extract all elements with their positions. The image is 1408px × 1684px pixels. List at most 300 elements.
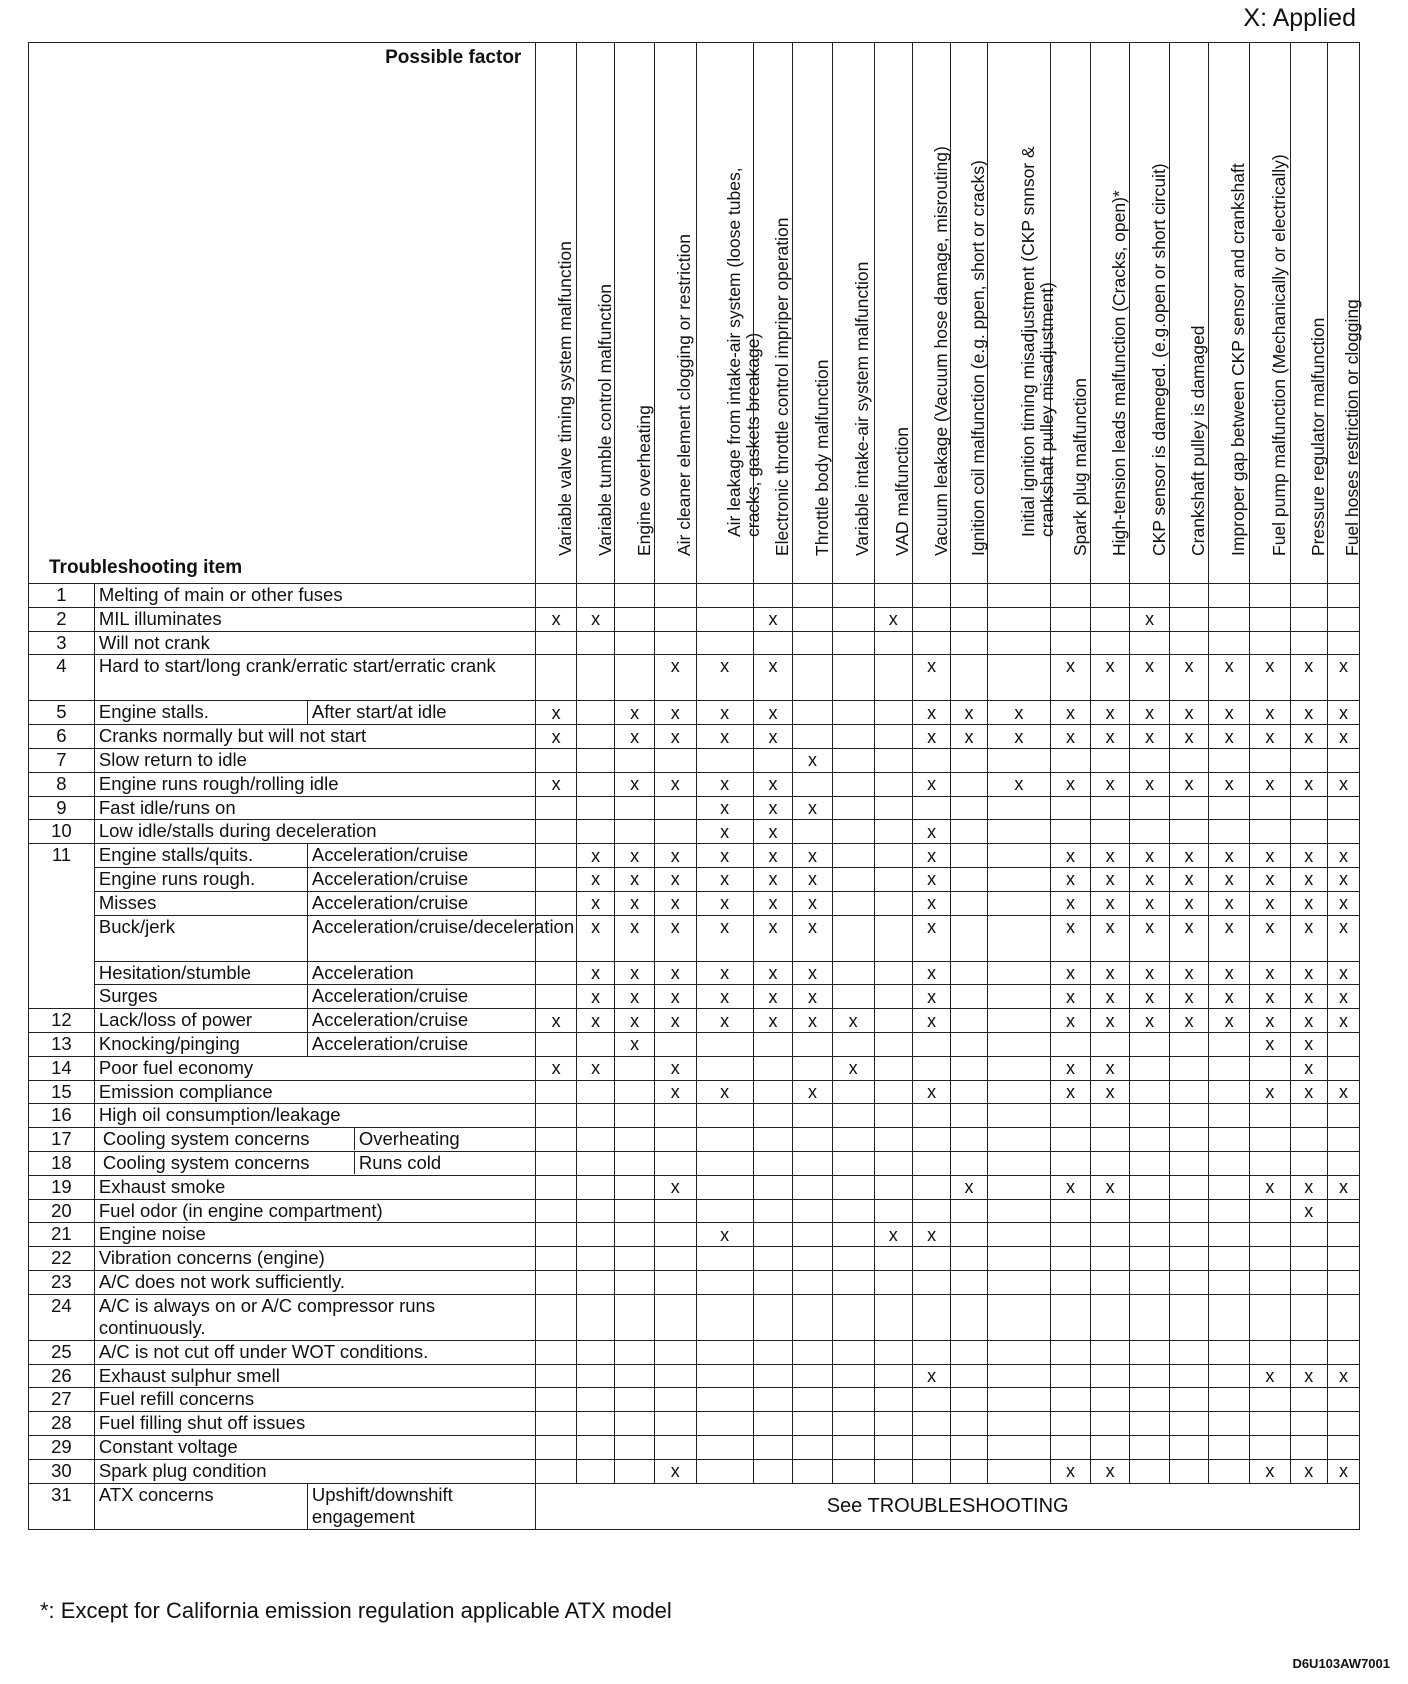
factor-cell xyxy=(576,1459,614,1483)
factor-cell xyxy=(912,1459,950,1483)
factor-cell xyxy=(832,1104,874,1128)
factor-cell xyxy=(1250,1175,1291,1199)
table-row xyxy=(29,844,1360,868)
table-row xyxy=(29,820,1360,844)
factor-cell xyxy=(1090,915,1130,961)
table-row xyxy=(29,1340,1360,1364)
applied-mark: x xyxy=(848,1010,858,1031)
factor-cell xyxy=(576,820,614,844)
factor-cell xyxy=(874,985,912,1009)
factor-cell xyxy=(793,1388,833,1412)
applied-mark: x xyxy=(1066,893,1076,914)
factor-cell xyxy=(874,915,912,961)
factor-cell xyxy=(1130,796,1170,820)
applied-mark: x xyxy=(1338,1010,1348,1031)
applied-mark: x xyxy=(670,1058,680,1079)
factor-cell xyxy=(615,891,655,915)
factor-cell xyxy=(793,891,833,915)
factor-cell xyxy=(1090,655,1130,701)
factor-cell xyxy=(832,725,874,749)
applied-mark: x xyxy=(720,797,730,818)
factor-cell xyxy=(615,1056,655,1080)
factor-cell xyxy=(832,1270,874,1294)
factor-header xyxy=(1290,43,1327,584)
factor-cell xyxy=(987,1435,1051,1459)
factor-cell xyxy=(1290,1459,1327,1483)
factor-label xyxy=(1270,154,1289,556)
table-row xyxy=(29,1032,1360,1056)
factor-cell xyxy=(1169,915,1209,961)
factor-cell xyxy=(1090,1223,1130,1247)
factor-cell xyxy=(832,961,874,985)
factor-cell xyxy=(1290,1056,1327,1080)
factor-cell xyxy=(1169,1175,1209,1199)
applied-mark: x xyxy=(1105,1081,1115,1102)
factor-cell xyxy=(1250,1056,1291,1080)
factor-cell xyxy=(753,1412,793,1436)
factor-cell xyxy=(654,631,696,655)
row-number: 8 xyxy=(29,772,95,796)
factor-cell xyxy=(1130,655,1170,701)
factor-cell xyxy=(696,1294,753,1340)
factor-label xyxy=(635,405,654,556)
factor-cell xyxy=(1130,631,1170,655)
factor-cell xyxy=(1051,1223,1091,1247)
factor-cell xyxy=(1130,772,1170,796)
factor-cell xyxy=(1290,796,1327,820)
factor-cell xyxy=(912,655,950,701)
troubleshooting-item: Buck/jerk xyxy=(94,915,307,961)
header-row xyxy=(29,43,1360,584)
troubleshooting-item: Engine runs rough/rolling idle xyxy=(94,772,535,796)
applied-mark: x xyxy=(1304,916,1314,937)
factor-cell xyxy=(696,631,753,655)
factor-cell xyxy=(1051,844,1091,868)
troubleshooting-item: Low idle/stalls during deceleration xyxy=(94,820,535,844)
factor-cell xyxy=(1090,584,1130,608)
see-troubleshooting-note: See TROUBLESHOOTING xyxy=(536,1483,1360,1529)
factor-cell xyxy=(696,1435,753,1459)
factor-cell xyxy=(832,1388,874,1412)
factor-label-line: Air cleaner element clogging or restriction xyxy=(674,234,695,556)
factor-cell xyxy=(1290,961,1327,985)
factor-cell xyxy=(1250,1080,1291,1104)
factor-cell xyxy=(874,796,912,820)
factor-cell xyxy=(615,655,655,701)
applied-mark: x xyxy=(1066,1461,1076,1482)
factor-cell xyxy=(696,584,753,608)
factor-cell xyxy=(1130,1435,1170,1459)
applied-mark: x xyxy=(670,702,680,723)
factor-cell xyxy=(832,655,874,701)
factor-cell xyxy=(753,1009,793,1033)
applied-mark: x xyxy=(1265,962,1275,983)
troubleshooting-item: Engine noise xyxy=(94,1223,535,1247)
factor-cell xyxy=(874,725,912,749)
factor-cell xyxy=(536,1435,577,1459)
factor-cell xyxy=(1051,701,1091,725)
applied-mark: x xyxy=(808,962,818,983)
factor-label xyxy=(1229,163,1248,556)
factor-cell xyxy=(536,631,577,655)
factor-cell xyxy=(1209,584,1250,608)
factor-cell xyxy=(1290,1009,1327,1033)
applied-mark: x xyxy=(848,1058,858,1079)
factor-cell xyxy=(536,1459,577,1483)
factor-cell xyxy=(753,820,793,844)
applied-mark: x xyxy=(1184,702,1194,723)
factor-cell xyxy=(1130,961,1170,985)
factor-cell xyxy=(793,631,833,655)
table-row xyxy=(29,772,1360,796)
table-row xyxy=(29,1151,1360,1175)
factor-cell xyxy=(987,1459,1051,1483)
applied-mark: x xyxy=(630,1034,640,1055)
factor-cell xyxy=(1130,820,1170,844)
factor-cell xyxy=(951,985,987,1009)
factor-cell xyxy=(912,820,950,844)
factor-cell xyxy=(753,891,793,915)
factor-cell xyxy=(753,584,793,608)
factor-cell xyxy=(912,772,950,796)
factor-cell xyxy=(1051,1175,1091,1199)
factor-cell xyxy=(951,1247,987,1271)
factor-label-line: Air leakage from intake-air system (loose tubes, xyxy=(723,167,744,537)
applied-mark: x xyxy=(720,986,730,1007)
factor-cell xyxy=(696,1080,753,1104)
factor-cell xyxy=(912,1104,950,1128)
applied-mark: x xyxy=(1265,726,1275,747)
factor-cell xyxy=(536,1340,577,1364)
factor-cell xyxy=(951,1223,987,1247)
applied-mark: x xyxy=(1338,726,1348,747)
applied-mark: x xyxy=(927,656,937,677)
factor-header xyxy=(615,43,655,584)
factor-cell xyxy=(1051,1364,1091,1388)
factor-cell xyxy=(1130,1175,1170,1199)
applied-mark: x xyxy=(808,869,818,890)
factor-cell xyxy=(1130,985,1170,1009)
factor-cell xyxy=(1327,1435,1359,1459)
factor-cell xyxy=(832,701,874,725)
factor-cell xyxy=(987,867,1051,891)
row-number: 31 xyxy=(29,1483,95,1529)
factor-cell xyxy=(615,725,655,749)
factor-cell xyxy=(912,961,950,985)
condition: Overheating xyxy=(358,1128,460,1150)
troubleshooting-item: MIL illuminates xyxy=(94,607,535,631)
factor-cell xyxy=(987,1247,1051,1271)
factor-cell xyxy=(912,1128,950,1152)
factor-cell xyxy=(1130,1128,1170,1152)
factor-cell xyxy=(1169,725,1209,749)
troubleshooting-item: Engine stalls. xyxy=(94,701,307,725)
factor-cell xyxy=(793,1247,833,1271)
possible-factor-heading: Possible factor xyxy=(385,47,522,68)
factor-cell xyxy=(1090,607,1130,631)
factor-cell xyxy=(576,701,614,725)
troubleshooting-item: Hard to start/long crank/erratic start/erratic crank xyxy=(94,655,535,701)
row-number: 2 xyxy=(29,607,95,631)
factor-cell xyxy=(1090,844,1130,868)
factor-cell xyxy=(615,772,655,796)
factor-cell xyxy=(615,961,655,985)
factor-cell xyxy=(1051,748,1091,772)
factor-cell xyxy=(576,772,614,796)
applied-mark: x xyxy=(591,1010,601,1031)
factor-cell xyxy=(1327,607,1359,631)
factor-cell xyxy=(1250,985,1291,1009)
factor-cell xyxy=(874,1459,912,1483)
factor-cell xyxy=(615,1294,655,1340)
applied-mark: x xyxy=(1066,656,1076,677)
factor-cell xyxy=(987,1270,1051,1294)
factor-header xyxy=(793,43,833,584)
factor-cell xyxy=(696,655,753,701)
factor-cell xyxy=(753,1104,793,1128)
applied-mark: x xyxy=(1145,893,1155,914)
factor-cell xyxy=(1209,1364,1250,1388)
factor-cell xyxy=(832,1294,874,1340)
applied-mark: x xyxy=(1145,726,1155,747)
troubleshooting-item: Knocking/pinging xyxy=(94,1032,307,1056)
factor-cell xyxy=(1250,891,1291,915)
applied-mark: x xyxy=(1338,893,1348,914)
factor-cell xyxy=(753,1294,793,1340)
factor-cell xyxy=(615,1247,655,1271)
factor-cell xyxy=(1169,584,1209,608)
factor-cell xyxy=(654,1080,696,1104)
applied-mark: x xyxy=(927,869,937,890)
factor-cell xyxy=(576,631,614,655)
factor-cell xyxy=(874,1009,912,1033)
table-row xyxy=(29,1056,1360,1080)
factor-cell xyxy=(654,867,696,891)
applied-mark: x xyxy=(927,1365,937,1386)
factor-cell xyxy=(951,1435,987,1459)
factor-cell xyxy=(1209,1104,1250,1128)
factor-cell xyxy=(1130,891,1170,915)
table-row xyxy=(29,985,1360,1009)
factor-cell xyxy=(987,1056,1051,1080)
factor-cell xyxy=(832,748,874,772)
factor-cell xyxy=(987,1364,1051,1388)
factor-cell xyxy=(793,584,833,608)
factor-cell xyxy=(987,1032,1051,1056)
factor-cell xyxy=(951,844,987,868)
factor-label xyxy=(1150,163,1169,556)
applied-mark: x xyxy=(1224,916,1234,937)
applied-mark: x xyxy=(1304,1081,1314,1102)
factor-cell xyxy=(1090,1459,1130,1483)
factor-cell xyxy=(1250,1104,1291,1128)
factor-cell xyxy=(874,891,912,915)
factor-cell xyxy=(536,1270,577,1294)
factor-cell xyxy=(832,1412,874,1436)
factor-cell xyxy=(576,584,614,608)
factor-cell xyxy=(1130,1270,1170,1294)
factor-cell xyxy=(1209,1459,1250,1483)
factor-cell xyxy=(987,631,1051,655)
troubleshooting-item xyxy=(94,1128,535,1152)
applied-mark: x xyxy=(1338,702,1348,723)
factor-cell xyxy=(1209,1388,1250,1412)
factor-cell xyxy=(793,1032,833,1056)
factor-cell xyxy=(832,1080,874,1104)
condition: Acceleration/cruise xyxy=(307,867,535,891)
factor-cell xyxy=(576,1009,614,1033)
factor-label xyxy=(596,284,615,556)
table-row xyxy=(29,1223,1360,1247)
applied-mark: x xyxy=(720,1224,730,1245)
factor-cell xyxy=(536,985,577,1009)
applied-mark: x xyxy=(1265,1177,1275,1198)
applied-mark: x xyxy=(630,893,640,914)
troubleshooting-item: Slow return to idle xyxy=(94,748,535,772)
row-number: 7 xyxy=(29,748,95,772)
factor-cell xyxy=(1169,1032,1209,1056)
applied-mark: x xyxy=(1066,726,1076,747)
factor-cell xyxy=(1327,961,1359,985)
applied-mark: x xyxy=(1145,702,1155,723)
applied-mark: x xyxy=(630,845,640,866)
applied-mark: x xyxy=(551,609,561,630)
factor-header xyxy=(1327,43,1363,584)
factor-cell xyxy=(654,1435,696,1459)
factor-cell xyxy=(615,1175,655,1199)
factor-cell xyxy=(1090,891,1130,915)
factor-cell xyxy=(912,1080,950,1104)
factor-cell xyxy=(536,655,577,701)
factor-cell xyxy=(753,961,793,985)
factor-header xyxy=(576,43,614,584)
factor-cell xyxy=(753,1459,793,1483)
applied-mark: x xyxy=(1265,986,1275,1007)
factor-cell xyxy=(874,1199,912,1223)
row-number: 19 xyxy=(29,1175,95,1199)
factor-cell xyxy=(615,1032,655,1056)
factor-cell xyxy=(753,844,793,868)
factor-cell xyxy=(615,1364,655,1388)
factor-cell xyxy=(1290,1199,1327,1223)
table-row xyxy=(29,1483,1360,1529)
factor-cell xyxy=(696,820,753,844)
factor-cell xyxy=(576,961,614,985)
factor-cell xyxy=(1327,725,1359,749)
factor-cell xyxy=(1169,796,1209,820)
row-number: 23 xyxy=(29,1270,95,1294)
applied-mark: x xyxy=(808,916,818,937)
applied-mark: x xyxy=(551,774,561,795)
factor-cell xyxy=(832,631,874,655)
applied-mark: x xyxy=(1304,1365,1314,1386)
factor-cell xyxy=(1051,867,1091,891)
factor-cell xyxy=(1051,584,1091,608)
factor-label xyxy=(932,146,951,556)
factor-cell xyxy=(576,891,614,915)
applied-mark: x xyxy=(1224,656,1234,677)
factor-cell xyxy=(1290,748,1327,772)
troubleshooting-item: Fuel odor (in engine compartment) xyxy=(94,1199,535,1223)
factor-cell xyxy=(615,748,655,772)
troubleshooting-item: Fuel refill concerns xyxy=(94,1388,535,1412)
troubleshooting-item-text: Cooling system concerns xyxy=(99,1128,355,1150)
row-number: 10 xyxy=(29,820,95,844)
applied-mark: x xyxy=(670,774,680,795)
factor-label-line: CKP sensor is dameged. (e.g.open or short circuit) xyxy=(1148,163,1169,556)
factor-cell xyxy=(874,1151,912,1175)
factor-cell xyxy=(696,1151,753,1175)
factor-cell xyxy=(1090,1270,1130,1294)
factor-cell xyxy=(874,1412,912,1436)
factor-label-line: Engine overheating xyxy=(633,405,654,556)
factor-cell xyxy=(1250,725,1291,749)
document-id: D6U103AW7001 xyxy=(1292,1656,1390,1671)
row-number xyxy=(29,867,95,891)
factor-cell xyxy=(1250,1199,1291,1223)
factor-cell xyxy=(576,1412,614,1436)
factor-cell xyxy=(1290,1080,1327,1104)
factor-cell xyxy=(615,1459,655,1483)
factor-cell xyxy=(1051,1412,1091,1436)
row-number: 1 xyxy=(29,584,95,608)
factor-cell xyxy=(1327,1032,1359,1056)
row-number: 28 xyxy=(29,1412,95,1436)
factor-cell xyxy=(1090,1247,1130,1271)
factor-cell xyxy=(793,1340,833,1364)
factor-cell xyxy=(615,1223,655,1247)
factor-cell xyxy=(1130,1247,1170,1271)
row-number: 16 xyxy=(29,1104,95,1128)
factor-cell xyxy=(536,1364,577,1388)
factor-cell xyxy=(536,584,577,608)
applied-mark: x xyxy=(1304,702,1314,723)
applied-mark: x xyxy=(927,726,937,747)
troubleshooting-item: Fuel filling shut off issues xyxy=(94,1412,535,1436)
applied-mark: x xyxy=(551,702,561,723)
applied-mark: x xyxy=(1224,845,1234,866)
factor-cell xyxy=(1051,1080,1091,1104)
troubleshooting-item: Surges xyxy=(94,985,307,1009)
row-number: 5 xyxy=(29,701,95,725)
factor-label-line: Variable intake-air system malfunction xyxy=(852,261,873,556)
factor-cell xyxy=(576,1175,614,1199)
factor-label xyxy=(1343,299,1362,556)
factor-cell xyxy=(1169,1388,1209,1412)
factor-cell xyxy=(753,1435,793,1459)
factor-cell xyxy=(1290,1294,1327,1340)
factor-cell xyxy=(951,1032,987,1056)
factor-cell xyxy=(1327,1412,1359,1436)
factor-cell xyxy=(951,915,987,961)
factor-cell xyxy=(1169,1294,1209,1340)
applied-mark: x xyxy=(1338,869,1348,890)
factor-cell xyxy=(1209,1247,1250,1271)
table-row xyxy=(29,607,1360,631)
factor-cell xyxy=(696,748,753,772)
factor-cell xyxy=(832,1128,874,1152)
applied-mark: x xyxy=(1265,845,1275,866)
factor-cell xyxy=(912,584,950,608)
factor-cell xyxy=(912,844,950,868)
factor-cell xyxy=(793,1435,833,1459)
factor-cell xyxy=(1051,1009,1091,1033)
applied-mark: x xyxy=(1265,1010,1275,1031)
factor-cell xyxy=(576,985,614,1009)
applied-mark: x xyxy=(768,845,778,866)
factor-cell xyxy=(874,844,912,868)
factor-cell xyxy=(1169,1199,1209,1223)
